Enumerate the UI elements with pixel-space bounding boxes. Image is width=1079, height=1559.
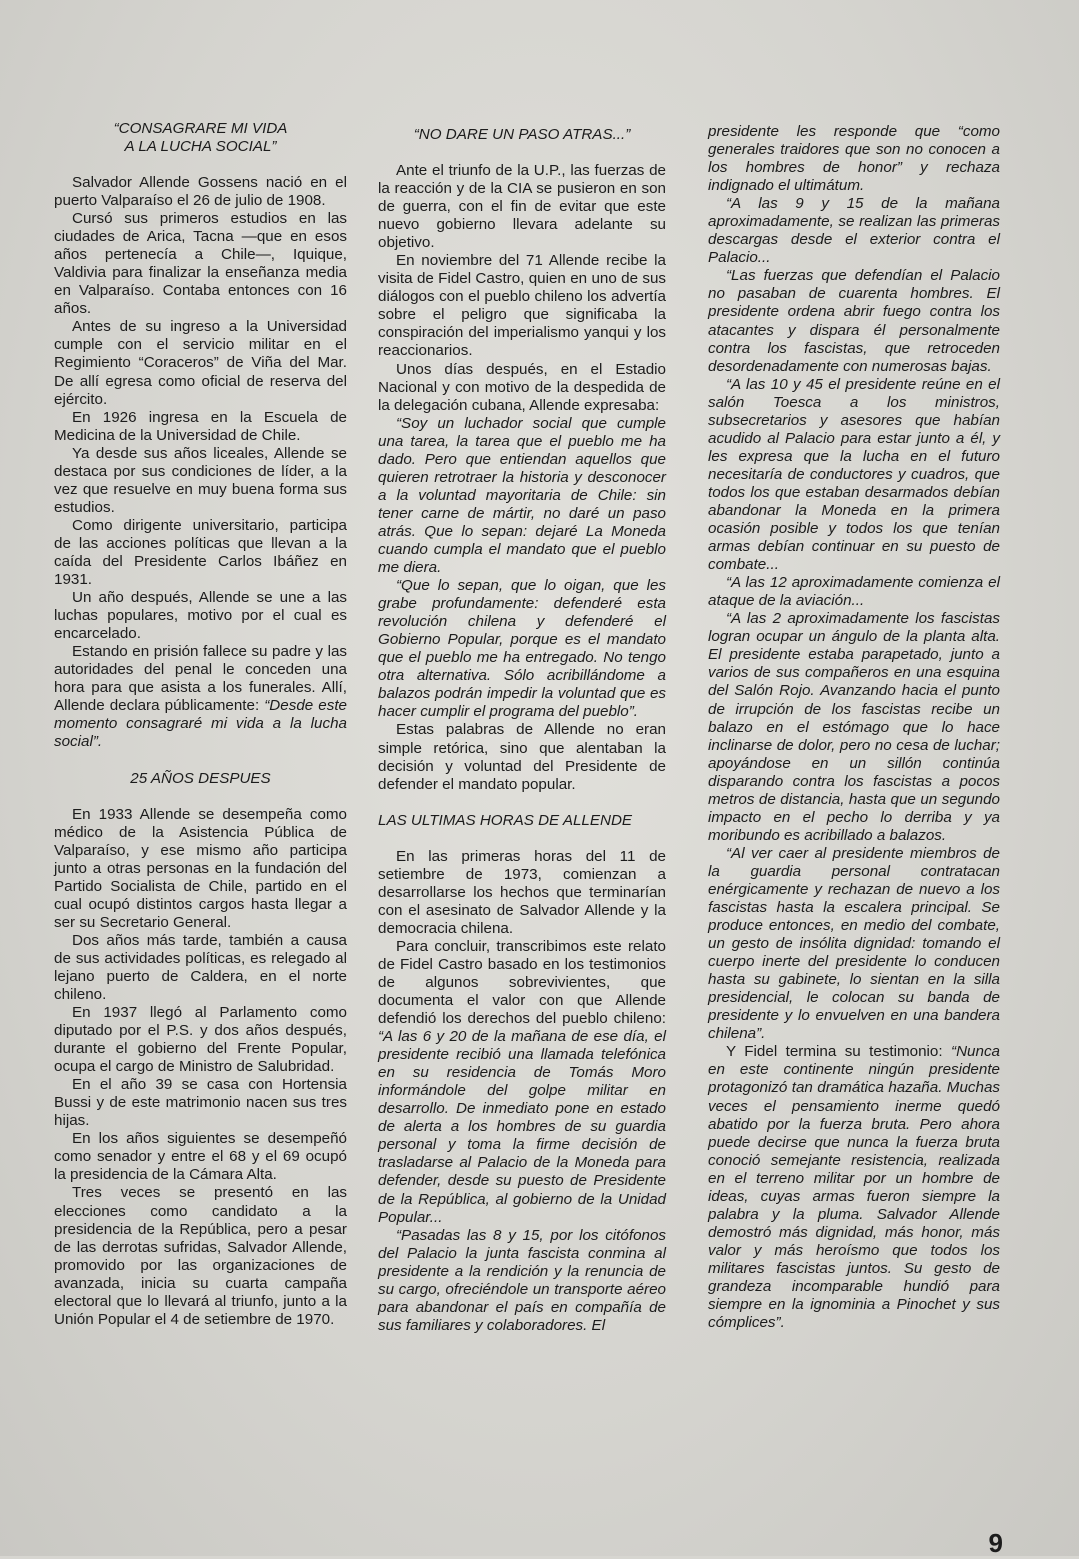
paragraph: En noviembre del 71 Allende recibe la visita de Fidel Castro, quien en uno de sus diálogos con el pueblo chileno los advertía sobre el peligro que significaba la conspiración del imperialismo yanqui y los reaccionarios. xyxy=(378,252,666,360)
paragraph xyxy=(54,643,347,751)
paragraph-text: Estando en prisión fallece su padre y las autoridades del penal le conceden una hora para que asista a los funerales. Allí, Allende declara públicamente: xyxy=(54,643,347,715)
quote-paragraph: “Que lo sepan, que lo oigan, que les grabe profundamente: defenderé esta revolución chilena y defenderé el Gobierno Popular, porque es el mandato que el pueblo me ha entregado. No tengo otra alternativa. Sólo acribillándome a balazos podrán impedir la voluntad que es hacer cumplir el programa del pueblo”. xyxy=(378,577,666,721)
paragraph: Un año después, Allende se une a las luchas populares, motivo por el cual es encarcelado. xyxy=(54,589,347,643)
paragraph: En las primeras horas del 11 de setiembre de 1973, comienzan a desarrollarse los hechos que terminarían con el asesinato de Salvador Allende y la democracia chilena. xyxy=(378,847,666,937)
quote-paragraph: “A las 12 aproximadamente comienza el ataque de la aviación... xyxy=(708,574,1000,610)
paragraph: Ante el triunfo de la U.P., las fuerzas de la reacción y de la CIA se pusieron en son de guerra, con el fin de evitar que este nuevo gobierno llevara adelante su objetivo. xyxy=(378,162,666,252)
paragraph: Como dirigente universitario, participa de las acciones políticas que llevan a la caída del Presidente Carlos Ibáñez en 1931. xyxy=(54,516,347,589)
quote-paragraph: “Al ver caer al presidente miembros de la guardia personal contratacan enérgicamente y rechazan de nuevo a los fascistas hasta la escalera principal. Se produce entonces, en medio del combate, un gesto de insólita dignidad: tomando el cuerpo inerte del presidente lo conducen hasta su gabinete, lo sientan en la silla presidencial, le colocan su banda de presidente y lo envuelven en una bandera chilena”. xyxy=(708,844,1000,1043)
quote-paragraph: presidente les responde que “como generales traidores que son no conocen a los hombres de honor” y rechaza indignado el ultimátum. xyxy=(708,123,1000,195)
quote-text: “Nunca en este continente ningún presidente protagonizó tan dramática hazaña. Muchas veces el pensamiento inerme quedó abatido por la fuerza bruta. Pero ahora puede decirse que nunca la fuerza bruta conoció semejante resistencia, realizada en el terreno militar por un hombre de ideas, cuyas armas fueron siempre la palabra y la pluma. Salvador Allende demostró más dignidad, más honor, más valor y más heroísmo que todos los militares fascistas juntos. Su gesto de grandeza incomparable hundió para siempre en la ignominia a Pinochet y sus cómplices”. xyxy=(708,1043,1000,1332)
paragraph: En 1933 Allende se desempeña como médico de la Asistencia Pública de Valparaíso, y ese mismo año participa junto a otras personas en la fundación del Partido Socialista de Chile, partido en el cual ocupó distintos cargos hasta llegar a ser su Secretario General. xyxy=(54,805,347,931)
paragraph xyxy=(378,938,666,1227)
section-heading-consagrare xyxy=(54,120,347,156)
paragraph: Unos días después, en el Estadio Nacional y con motivo de la despedida de la delegación cubana, Allende expresaba: xyxy=(378,360,666,414)
paragraph: En 1937 llegó al Parlamento como diputado por el P.S. y dos años después, durante el gobierno del Frente Popular, ocupa el cargo de Ministro de Salubridad. xyxy=(54,1004,347,1076)
paragraph: En el año 39 se casa con Hortensia Bussi y de este matrimonio nacen sus tres hijas. xyxy=(54,1076,347,1130)
section-heading-no-dare: “NO DARE UN PASO ATRAS...” xyxy=(413,126,631,143)
section-heading-ultimas-horas: LAS ULTIMAS HORAS DE ALLENDE xyxy=(378,811,633,829)
paragraph: En los años siguientes se desempeñó como senador y entre el 68 y el 69 ocupó la presidencia de la Cámara Alta. xyxy=(54,1130,347,1184)
column-2 xyxy=(378,126,666,1335)
paragraph: Estas palabras de Allende no eran simple retórica, sino que alentaban la decisión y voluntad del Presidente de defender el mandato popular. xyxy=(378,721,666,793)
quote-paragraph: “Soy un luchador social que cumple una tarea, la tarea que el pueblo me ha dado. Pero que entiendan aquellos que quieren retrotraer la historia y desconocer a la voluntad mayoritaria de Chile: sin tener carne de mártir, no daré un paso atrás. Que lo sepan: dejaré La Moneda cuando cumpla el mandato que el pueblo me diera. xyxy=(378,414,666,577)
column-1 xyxy=(54,120,347,1329)
paragraph: Ya desde sus años liceales, Allende se destaca por sus condiciones de líder, a la vez que resuelve en muy buena forma sus estudios. xyxy=(54,444,347,516)
quote-paragraph: “A las 10 y 45 el presidente reúne en el salón Toesca a los ministros, subsecretarios y asesores que habían acudido al Palacio para estar junto a él, y les expresa que la lucha en el futuro necesitaría de conductores y cuadros, que todos los que estaban desarmados debían abandonar la Moneda en la primera ocasión posible y todos los que tenían armas debían continuar en su puesto de combate... xyxy=(708,375,1000,574)
paragraph: Antes de su ingreso a la Universidad cumple con el servicio militar en el Regimiento “Coraceros” de Viña del Mar. De allí egresa como oficial de reserva del ejército. xyxy=(54,318,347,408)
quote-paragraph: “Pasadas las 8 y 15, por los citófonos del Palacio la junta fascista conmina al presidente a la rendición y la renuncia de su cargo, ofreciéndole un transporte aéreo para abandonar el país en compañía de sus familiares y colaboradores. El xyxy=(378,1226,666,1334)
paragraph xyxy=(708,1043,1000,1332)
paragraph: Tres veces se presentó en las elecciones como candidato a la presidencia de la República, pero a pesar de las derrotas sufridas, Salvador Allende, promovido por las organizaciones de avanzada, inicia su cuarta campaña electoral que lo llevará al triunfo, junto a la Unión Popular el 4 de setiembre de 1970. xyxy=(54,1184,347,1328)
quote-text: “Desde este momento consagraré mi vida a la lucha social”. xyxy=(54,697,347,751)
paragraph: Cursó sus primeros estudios en las ciudades de Arica, Tacna —que en esos años pertenecía a Chile—, Iquique, Valdivia para finalizar la enseñanza media en Valparaíso. Contaba entonces con 16 años. xyxy=(54,210,347,318)
heading-line-1: “CONSAGRARE MI VIDA xyxy=(113,120,288,137)
paragraph: En 1926 ingresa en la Escuela de Medicina de la Universidad de Chile. xyxy=(54,408,347,444)
quote-paragraph: “A las 9 y 15 de la mañana aproximadamente, se realizan las primeras descargas desde el exterior contra el Palacio... xyxy=(708,195,1000,267)
paragraph: Dos años más tarde, también a causa de sus actividades políticas, es relegado al lejano puerto de Caldera, en el norte chileno. xyxy=(54,931,347,1003)
paragraph-text: Para concluir, transcribimos este relato de Fidel Castro basado en los testimonios de algunos sobrevivientes, que documenta el valor con que Allende defendió los derechos del pueblo chileno: xyxy=(378,937,666,1028)
quote-paragraph: “A las 2 aproximadamente los fascistas logran ocupar un ángulo de la planta alta. El presidente estaba parapetado, junto a varios de sus compañeros en una esquina del Salón Rojo. Avanzando hacia el punto de irrupción de los fascistas recibe un balazo en el estómago que lo hace inclinarse de dolor, pero no cesa de luchar; apoyándose en un sillón continúa disparando contra los fascistas a pocos metros de distancia, hasta que un segundo impacto en el pecho lo derriba y ya moribundo es acribillado a balazos. xyxy=(708,610,1000,844)
page-number: 9 xyxy=(988,1528,1003,1558)
quote-text: “A las 6 y 20 de la mañana de ese día, el presidente recibió una llamada telefónica en su residencia de Tomás Moro informándole del golpe militar en desarrollo. De inmediato pone en estado de alerta a los hombres de su guardia personal y toma la firme decisión de trasladarse al Palacio de la Moneda para defender, desde su puesto de Presidente de la República, al gobierno de la Unidad Popular... xyxy=(378,1028,666,1226)
section-heading-25-anos: 25 AÑOS DESPUES xyxy=(130,769,271,787)
column-3 xyxy=(708,123,1000,1332)
heading-line-2: A LA LUCHA SOCIAL” xyxy=(124,138,277,155)
quote-paragraph: “Las fuerzas que defendían el Palacio no pasaban de cuarenta hombres. El presidente ordena abrir fuego contra los atacantes y dispara él personalmente contra los fascistas, que retroceden desordenadamente con numerosas bajas. xyxy=(708,267,1000,375)
paragraph-text: Y Fidel termina su testimonio: xyxy=(726,1043,952,1061)
paragraph: Salvador Allende Gossens nació en el puerto Valparaíso el 26 de julio de 1908. xyxy=(54,174,347,210)
